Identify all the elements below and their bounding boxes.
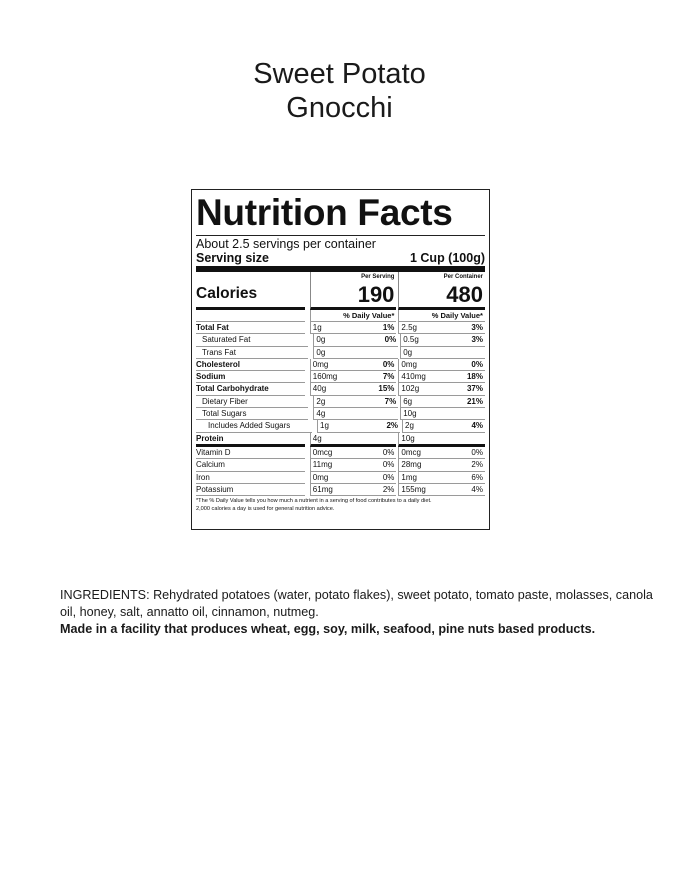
- container-daily-value: 0%: [471, 359, 483, 369]
- nutrient-name: Cholesterol: [196, 359, 305, 371]
- footnote: [196, 498, 485, 513]
- container-amount: 2.5g: [401, 323, 417, 332]
- calories-label: Calories: [196, 285, 258, 302]
- nutrient-row: [196, 459, 485, 471]
- serving-size-label: Serving size: [196, 251, 269, 265]
- per-container-header: Per Container: [443, 274, 483, 280]
- container-daily-value: 18%: [466, 372, 483, 382]
- container-amount: 0mcg: [401, 447, 421, 457]
- nutrient-name: Potassium: [196, 484, 305, 496]
- container-daily-value: 4%: [471, 484, 483, 494]
- nutrient-row: [196, 396, 485, 408]
- calories-per-container: 480: [446, 282, 483, 307]
- serving-amount: 1g: [320, 421, 329, 431]
- container-daily-value: 0%: [471, 447, 483, 457]
- nutrient-row: [196, 347, 485, 359]
- nutrient-row: [196, 322, 485, 334]
- vitamin-rows: [196, 447, 485, 496]
- container-amount: 102g: [401, 384, 420, 394]
- container-amount: 10g: [403, 409, 417, 419]
- serving-amount: 0mg: [312, 359, 329, 369]
- nutrient-name: Calcium: [196, 459, 305, 471]
- container-amount: 28mg: [401, 460, 422, 470]
- nutrient-row: [196, 484, 485, 496]
- serving-daily-value: 2%: [382, 484, 395, 494]
- serving-amount: 2g: [316, 396, 326, 406]
- nutrition-facts-label: [191, 189, 490, 530]
- serving-daily-value: 0%: [382, 447, 395, 457]
- serving-daily-value: 0%: [382, 472, 395, 482]
- serving-amount: 0mcg: [312, 447, 333, 457]
- serving-daily-value: 0%: [384, 335, 397, 345]
- container-daily-value: 6%: [471, 472, 483, 482]
- serving-amount: 0g: [316, 347, 326, 357]
- nutrient-row: [196, 420, 485, 432]
- servings-per-container: About 2.5 servings per container: [196, 237, 376, 251]
- nutrient-row: [196, 359, 485, 371]
- dv-header-container: % Daily Value*: [431, 311, 483, 320]
- nutrient-row: [196, 383, 485, 395]
- serving-daily-value: 15%: [378, 384, 395, 394]
- nutrient-name: Saturated Fat: [196, 334, 308, 346]
- daily-value-header-row: [196, 310, 485, 322]
- footnote-line2: 2,000 calories a day is used for general nutrition advice.: [196, 505, 335, 512]
- serving-amount: 160mg: [312, 372, 338, 382]
- nutrient-row: [196, 447, 485, 459]
- nutrient-row: [196, 408, 485, 420]
- serving-amount: 1g: [312, 323, 322, 332]
- nutrient-name: Iron: [196, 472, 305, 484]
- ingredients-text: INGREDIENTS: Rehydrated potatoes (water, potato flakes), sweet potato, tomato paste, molasses, canola oil, honey, salt, annatto oil, cinnamon, nutmeg.: [60, 588, 653, 619]
- serving-size-row: [196, 251, 485, 266]
- container-amount: 0g: [403, 347, 413, 357]
- nutrient-name: Dietary Fiber: [196, 396, 308, 408]
- calories-row: [196, 272, 485, 310]
- serving-amount: 61mg: [312, 484, 333, 494]
- container-amount: 6g: [403, 396, 413, 406]
- serving-amount: 40g: [312, 384, 327, 394]
- nutrient-row: [196, 371, 485, 383]
- product-title: [0, 57, 679, 125]
- container-amount: 410mg: [401, 372, 426, 382]
- nutrient-name: Total Fat: [196, 322, 305, 334]
- container-amount: 0.5g: [403, 335, 419, 345]
- serving-amount: 11mg: [312, 460, 333, 470]
- nutrient-rows: [196, 322, 485, 447]
- serving-daily-value: 1%: [382, 323, 395, 332]
- container-daily-value: 3%: [471, 323, 483, 332]
- nutrition-facts-heading: Nutrition Facts: [196, 191, 485, 236]
- calories-per-serving: 190: [357, 282, 395, 307]
- nutrient-name: Includes Added Sugars: [196, 420, 312, 432]
- container-amount: 10g: [401, 433, 415, 443]
- serving-amount: 0g: [316, 335, 326, 345]
- product-title-line1: Sweet Potato: [253, 58, 426, 90]
- container-daily-value: 21%: [466, 396, 483, 406]
- nutrient-name: Total Sugars: [196, 408, 308, 420]
- nutrient-row: [196, 334, 485, 346]
- serving-amount: 4g: [316, 409, 326, 419]
- nutrient-name: Sodium: [196, 371, 305, 383]
- per-serving-header: Per Serving: [361, 274, 395, 280]
- nutrient-row: [196, 472, 485, 484]
- serving-daily-value: 0%: [382, 359, 395, 369]
- product-title-line2: Gnocchi: [286, 92, 393, 124]
- container-amount: 2g: [405, 421, 414, 431]
- serving-daily-value: 7%: [382, 372, 395, 382]
- serving-amount: 4g: [312, 433, 322, 443]
- serving-amount: 0mg: [312, 472, 329, 482]
- nutrient-name: Vitamin D: [196, 447, 305, 459]
- ingredients-block: [60, 587, 660, 638]
- container-daily-value: 3%: [471, 335, 483, 345]
- serving-daily-value: 0%: [382, 460, 395, 470]
- serving-size-value: 1 Cup (100g): [409, 251, 485, 265]
- container-daily-value: 4%: [471, 421, 483, 431]
- nutrient-name: Protein: [196, 433, 305, 447]
- allergen-statement: Made in a facility that produces wheat, egg, soy, milk, seafood, pine nuts based products.: [60, 622, 596, 636]
- serving-daily-value: 7%: [384, 396, 397, 406]
- container-amount: 155mg: [401, 484, 426, 494]
- container-amount: 0mg: [401, 359, 417, 369]
- dv-header-serving: % Daily Value*: [343, 311, 395, 320]
- container-daily-value: 37%: [466, 384, 483, 394]
- nutrient-row: [196, 433, 485, 447]
- container-daily-value: 2%: [471, 460, 483, 470]
- container-amount: 1mg: [401, 472, 417, 482]
- nutrient-name: Total Carbohydrate: [196, 383, 305, 395]
- serving-daily-value: 2%: [386, 421, 398, 431]
- nutrient-name: Trans Fat: [196, 347, 308, 359]
- footnote-line1: *The % Daily Value tells you how much a nutrient in a serving of food contributes to a daily diet.: [196, 498, 432, 505]
